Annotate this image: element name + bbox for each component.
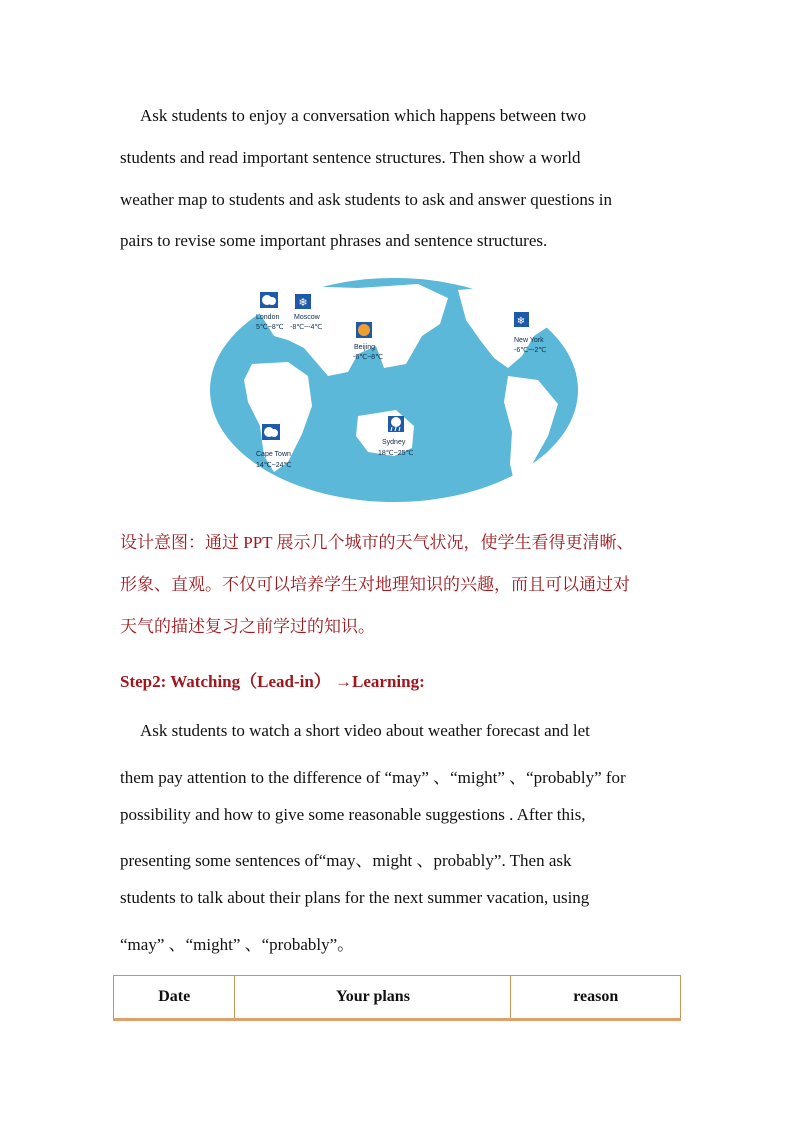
city-name: Beijing: [354, 344, 376, 351]
city-name: Cape Town: [256, 451, 291, 458]
city-temp: 18℃~25℃: [378, 450, 414, 457]
world-weather-map: [208, 276, 580, 504]
header-date: Date: [114, 976, 235, 1020]
paragraph2-line-3: possibility and how to give some reasonable suggestions . After this,: [120, 805, 586, 824]
design-intent-line-3: 天气的描述复习之前学过的知识。: [120, 617, 375, 636]
city-temp: -6℃~8℃: [353, 354, 383, 361]
paragraph2-line-6: “may” 、“might” 、“probably”。: [120, 935, 355, 954]
header-your-plans: Your plans: [235, 976, 511, 1020]
city-name: Sydney: [382, 439, 406, 446]
paragraph1-line-1: Ask students to enjoy a conversation which happens between two: [140, 106, 587, 125]
design-intent-line-2: 形象、直观。不仅可以培养学生对地理知识的兴趣，而且可以通过对: [120, 575, 630, 594]
paragraph1-line-4: pairs to revise some important phrases and sentence structures.: [120, 231, 548, 250]
svg-text:❄: ❄: [516, 316, 526, 327]
city-name: New York: [514, 337, 544, 344]
paragraph1-line-3: weather map to students and ask students to ask and answer questions in: [120, 190, 612, 209]
city-name: London: [256, 314, 280, 321]
header-reason: reason: [511, 976, 681, 1020]
city-name: Moscow: [294, 314, 320, 321]
paragraph2-line-4: presenting some sentences of“may、might 、probably”. Then ask: [120, 851, 572, 870]
design-intent-line-1: 设计意图：通过 PPT 展示几个城市的天气状况，使学生看得更清晰、: [120, 533, 634, 552]
svg-text:❄: ❄: [298, 296, 308, 309]
step2-heading: Step2: Watching（Lead-in） →Learning:: [120, 672, 425, 691]
city-temp: -8℃~-4℃: [290, 324, 323, 331]
city-temp: 5℃~8℃: [256, 324, 284, 331]
paragraph2-line-5: students to talk about their plans for the next summer vacation, using: [120, 888, 590, 907]
plans-table: [113, 975, 681, 1021]
paragraph2-line-1: Ask students to watch a short video about weather forecast and let: [140, 721, 590, 740]
city-temp: 14℃~24℃: [256, 462, 292, 469]
paragraph1-line-2: students and read important sentence structures. Then show a world: [120, 148, 581, 167]
paragraph2-line-2: them pay attention to the difference of “may” 、“might” 、“probably” for: [120, 768, 626, 787]
table-header-row: [114, 976, 681, 1020]
city-temp: -6℃~-2℃: [514, 347, 547, 354]
